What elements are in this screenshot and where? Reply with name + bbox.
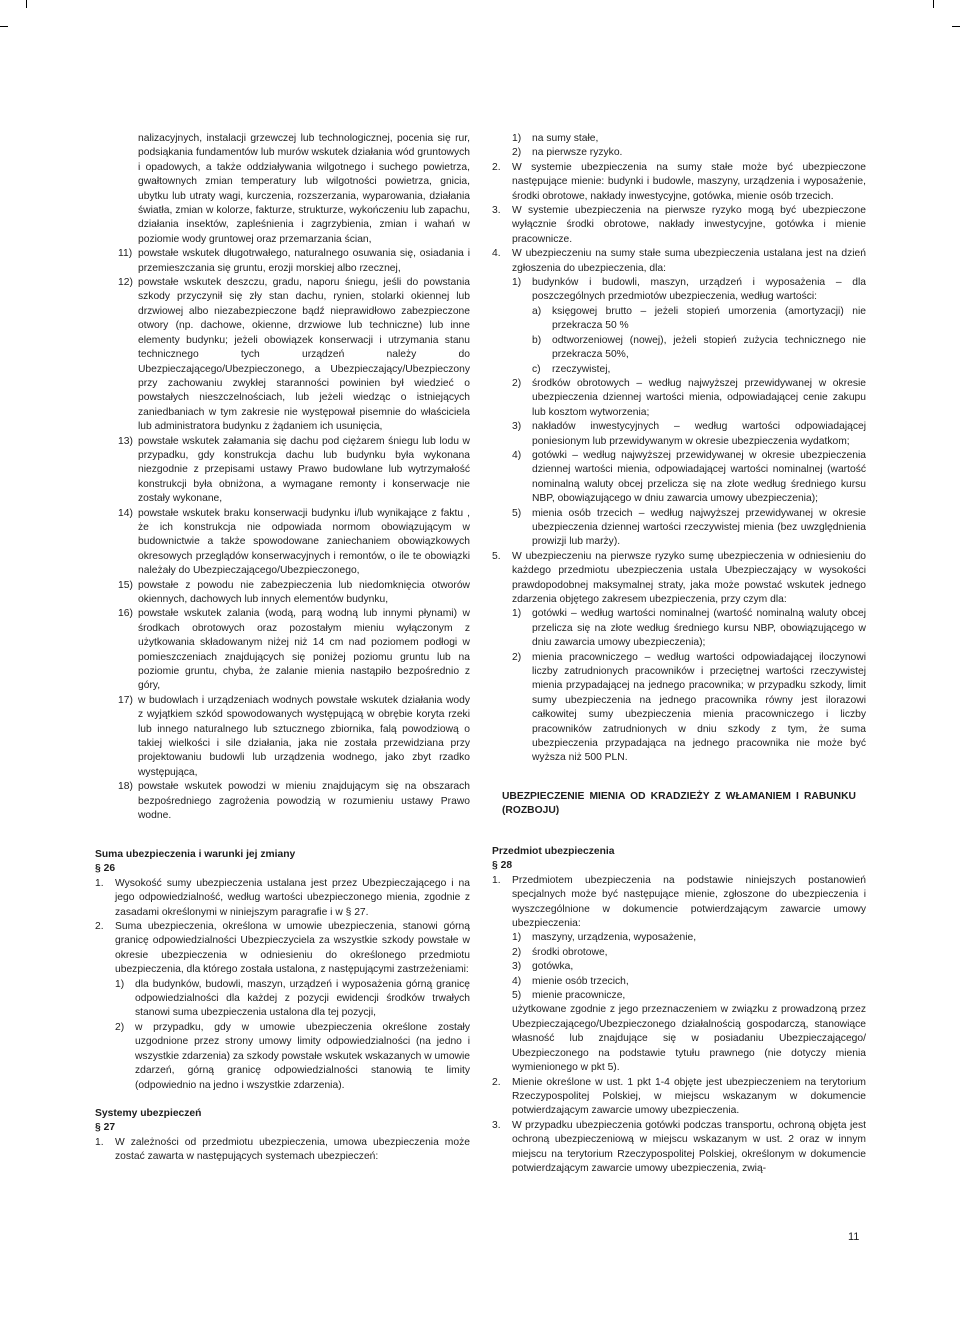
sub-item [492,449,866,507]
right-column [492,132,866,819]
left-column [118,132,470,824]
item-number: 11) [118,248,133,260]
list-item [118,694,470,780]
item-number: 2) [512,147,522,159]
item-text: gotówki – według wartości nominalnej (wartość nominalną waluty obcej przelicza się na złote według średniego kursu NBP, obowiązującego w dniu zawarcia umowy ubezpieczenia); [532,608,866,649]
sub-item [492,989,866,1003]
point-text: W systemie ubezpieczenia na sumy stałe może być ubezpieczone następujące mienie: budynki i budowle, maszyny, urządzenia i wyposażenie, środki obrotowe, nakłady inwestycyjne, gotówka, mienie osób trzecich. [512,161,866,202]
point-number: 3. [492,205,501,217]
item-text: w budowlach i urządzeniach wodnych powstałe wskutek działania wody z wyjątkiem szkód spowodowanych występującą w obrębie koryta rzeki lub innego naturalnego lub sztucznego zbiornika, falą powodziową o takiej wielkości i sile działania, jaka nie została przewidziana przy projektowaniu budowli lub urządzenia wodnego, jako zbyt rzadko występująca, [138,694,470,778]
item-number: 12) [118,277,133,289]
crop-mark-top-right-v [933,0,934,8]
numbered-point [492,161,866,204]
point-text: W przypadku ubezpieczenia gotówki podczas transportu, ochroną objęta jest ochroną ubezpieczeniową w miejscu wskazanym w ust. 2 oraz w innym miejscu na terytorium Rzeczypospolitej Polskiej, określonym w dokumencie potwierdzającym zawarcie umowy ubezpieczenia, zwią- [512,1119,866,1174]
point-number: 1. [492,874,501,886]
item-number: 16) [118,608,133,620]
sub-item [492,420,866,449]
numbered-point [492,1119,866,1177]
list-item [118,435,470,507]
sub-sub-item [492,305,866,334]
section-28 [492,845,866,1176]
paragraph-mark: § 28 [492,860,513,872]
list-item [118,276,470,434]
sub-sub-item [492,334,866,363]
point-number: 2. [95,921,104,933]
numbered-point [492,550,866,608]
sub-item [492,276,866,305]
point-text: W ubezpieczeniu na sumy stałe suma ubezpieczenia ustalana jest na dzień zgłoszenia do ubezpieczenia, dla: [512,248,866,274]
point-text: W ubezpieczeniu na pierwsze ryzyko sumę ubezpieczenia w odniesieniu do każdego przedmiotu ubezpieczenia ustala Ubezpieczający w wysokości prawdopodobnej maksymalnej straty, jaka może powstać wskutek jednego zdarzenia objętego zakresem ubezpieczenia, przy czym dla: [512,550,866,605]
sub-item [492,377,866,420]
numbered-point [492,204,866,247]
point-number: 1. [95,877,104,889]
point-number: 2. [492,1076,501,1088]
sub-item [492,651,866,766]
list-item [118,579,470,608]
item-text: gotówki – według najwyższej przewidywanej w okresie ubezpieczenia dziennej wartości mienia, odpowiadającej wartości nominalnej (wartość nominalną waluty obcej przelicza się na złote według średniego kursu NBP, obowiązującego w dniu zawarcia umowy ubezpieczenia); [532,449,866,505]
item-text: nakładów inwestycyjnych – według wartości odpowiadającej poniesionym lub przewidywanym w okresie ubezpieczenia wydatkom; [532,421,866,447]
item-letter: b) [532,334,542,346]
item-text: na pierwsze ryzyko. [532,147,623,159]
point-number: 1. [95,1136,104,1148]
list-item [118,780,470,823]
sub-item [492,946,866,960]
item-text: środki obrotowe, [532,946,608,958]
numbered-point [492,1076,866,1119]
point-text: Przedmiotem ubezpieczenia na podstawie niniejszych postanowień specjalnych może być następujące mienie, zgłoszone do ubezpieczenia i wyszczególnione w dokumencie potwierdzającym zawarcie umowy ubezpieczenia: [512,874,866,930]
heading-subject: Przedmiot ubezpieczenia [492,846,615,857]
item-number: 13) [118,435,133,447]
item-text: powstałe wskutek długotrwałego, naturalnego osuwania się, osiadania i przemieszczania się gruntu, erozji morskiej albo rzecznej, [138,248,470,274]
system-item [492,132,866,146]
sub-sub-item [492,363,866,377]
item-text: maszyny, urządzenia, wyposażenie, [532,932,697,944]
item-number: 1) [512,608,522,620]
section-26-27 [95,848,470,1165]
sub-item [95,978,470,1021]
item-text: powstałe wskutek deszczu, gradu, naporu śniegu, jeśli do powstania szkody przyczynił się zły stan dachu, rynien, stolarki okiennej lub drzwiowej albo niezabezpieczone bądź nieprawidłowo zabezpieczone otwory (np. dachowe, okienne, drzwiowe lub techniczne) lub inne elementy budynku; jeżeli obowiązek konserwacji i utrzymania stanu technicznego tych urządzeń należy do Ubezpieczającego/Ubezpieczonego, a Ubezpieczający/Ubezpieczony przy zachowaniu zwykłej staranności powinien był wiedzieć o powstałych nieszczelnościach, lub jeżeli wiedząc o istniejących zaniedbaniach w tym zakresie nie występował pisemnie do właściciela lub administratora budynku z żądaniem ich usunięcia, [138,277,470,433]
item-text: powstałe z powodu nie zabezpieczenia lub niedomknięcia otworów okiennych, dachowych lub innych elementów budynku, [138,579,470,605]
paragraph-mark: § 27 [95,1122,116,1134]
point-text: W systemie ubezpieczenia na pierwsze ryzyko mogą być ubezpieczone wyłącznie środki obrotowe, nakłady inwestycyjne, gotówka i mienie pracownicze. [512,205,866,245]
point-text: Suma ubezpieczenia, określona w umowie ubezpieczenia, stanowi górną granicę odpowiedzialności Ubezpieczyciela za wszystkie szkody powstałe w okresie ubezpieczenia w odniesieniu do określonego przedmiotu ubezpieczenia, dla którego została ustalona, z następującymi zastrzeżeniami: [115,921,470,976]
item-text: odtworzeniowej (nowej), jeżeli stopień zużycia technicznego nie przekracza 50%, [552,334,866,361]
item-number: 15) [118,579,133,591]
item-number: 2) [512,651,522,663]
sub-item [492,507,866,550]
item-number: 5) [512,507,522,519]
section-heading: UBEZPIECZENIE MIENIA OD KRADZIEŻY Z WŁAMANIEM I RABUNKU (ROZBOJU) [502,790,856,817]
crop-mark-top-left-v [26,0,27,8]
point-number: 2. [492,161,501,173]
sub-item [492,607,866,650]
item-number: 3) [512,961,522,973]
numbered-point [492,874,866,932]
item-number: 14) [118,507,133,519]
crop-mark-top-right [952,26,960,27]
item-text: budynków i budowli, maszyn, urządzeń i wyposażenia – dla poszczególnych przedmiotów ubezpieczenia, według wartości: [532,277,866,303]
paragraph-mark: § 26 [95,863,116,875]
sub-item [95,1021,470,1093]
item-text: gotówka, [532,961,574,973]
item-text: mienie pracownicze, [532,990,626,1002]
heading-systems: Systemy ubezpieczeń [95,1107,202,1119]
numbered-point [95,1136,470,1165]
item-text: mienie osób trzecich, [532,975,629,987]
item-number: 18) [118,781,133,793]
intro-paragraph: nalizacyjnych, instalacji grzewczej lub technologicznej, pocenia się rur, podsiąkania fundamentów lub murów wskutek działania wód gruntowych i opadowych, a także oddziaływania wilgotnego i suchego powietrza, gwałtownych zmian temperatury lub wilgotności powietrza, gnicia, ubytku lub utraty wagi, kurczenia, rozszerzania, wyparowania, działania światła, zmian w kolorze, fakturze, strukturze, wykończeniu lub zapachu, działania insektów, zapleśnienia i zagrzybienia, zmian i wahań w poziomie wody gruntowej oraz przemarzania ścian, [138,133,470,245]
item-number: 1) [512,932,522,944]
list-item [118,507,470,579]
item-number: 4) [512,449,522,461]
sub-item [492,931,866,945]
item-number: 1) [512,277,522,289]
item-number: 1) [512,133,522,144]
point-number: 4. [492,248,501,260]
numbered-point [492,247,866,276]
sub-item [492,975,866,989]
item-number: 2) [512,946,522,958]
item-text: mienia pracowniczego – według wartości odpowiadającej iloczynowi liczby zatrudnionych pracowników i przeciętnej wartości rzeczywistej mienia przypadającej na jednego pracownika; w przypadku szkody, limit sumy ubezpieczenia na jednego pracownika równy jest ilorazowi całkowitej sumy ubezpieczenia mienia pracowniczego i liczby pracowników zatrudnionych w dniu szkody z tym, że suma ubezpieczenia przypadająca na jednego pracownika nie może być wyższa niż 500 PLN. [532,651,866,764]
item-number: 2) [115,1021,125,1033]
point-number: 3. [492,1119,501,1131]
item-text: rzeczywistej, [552,363,611,375]
item-text: w przypadku, gdy w umowie ubezpieczenia określone zostały uzgodnione przez strony umowy limity odpowiedzialności (na jedno i wszystkie zdarzenia) za szkody powstałe wskutek wskazanych w umowie zdarzeń, górną granicę odpowiedzialności stanowią te limity (odpowiednio na jedno i wszystkie zdarzenia). [135,1021,470,1091]
item-number: 2) [512,377,522,389]
item-text: na sumy stałe, [532,133,599,144]
item-number: 3) [512,421,522,433]
sub-item [492,960,866,974]
item-number: 1) [115,978,125,990]
point-tail-text: użytkowane zgodnie z jego przeznaczeniem w związku z prowadzoną przez Ubezpieczającego/Ubezpieczonego działalnością gospodarczą, stanowiące własność lub znajdujące się w posiadaniu Ubezpieczającego/ Ubezpieczonego na podstawie tytułu prawnego (nie dotyczy mienia wymienionego w pkt 5). [512,1004,866,1074]
item-number: 17) [118,694,133,706]
system-item [492,146,866,160]
item-letter: c) [532,363,541,375]
item-text: księgowej brutto – jeżeli stopień umorzenia (amortyzacji) nie przekracza 50 % [552,305,866,332]
point-number: 5. [492,550,501,562]
point-text: W zależności od przedmiotu ubezpieczenia, umowa ubezpieczenia może zostać zawarta w następujących systemach ubezpieczeń: [115,1136,470,1163]
point-text: Mienie określone w ust. 1 pkt 1-4 objęte jest ubezpieczeniem na terytorium Rzeczypospolitej Polskiej, w miejscu wskazanym w dokumencie potwierdzającym zawarcie umowy ubezpieczenia. [512,1076,866,1117]
list-item [118,247,470,276]
item-text: powstałe wskutek powodzi w mieniu znajdującym się na obszarach bezpośredniego zagrożenia powodzią w rozumieniu ustawy Prawo wodne. [138,781,470,822]
list-item [118,607,470,693]
item-number: 4) [512,975,522,987]
item-text: mienia osób trzecich – według najwyższej przewidywanej w okresie ubezpieczenia dziennej wartości rzeczywistej mienia (bez uwzględnienia prowizji lub marży). [532,507,866,548]
numbered-point [95,877,470,920]
item-number: 5) [512,990,522,1002]
item-text: dla budynków, budowli, maszyn, urządzeń i wyposażenia górną granicę odpowiedzialności dla każdej z pozycji ewidencji środków trwałych stanowi suma ubezpieczenia ustalona dla tej pozycji, [135,978,470,1019]
item-text: powstałe wskutek braku konserwacji budynku i/lub wynikające z faktu , że ich konstrukcja nie odpowiada normom obowiązującym w budownictwie a także spowodowane zaniechaniem obowiązkowych okresowych przeglądów konserwacyjnych i remontów, o ile te obowiązki należały do Ubezpieczającego/Ubezpieczonego, [138,507,470,577]
item-letter: a) [532,305,542,317]
page-number: 11 [848,1231,860,1243]
item-text: powstałe wskutek zalania (wodą, parą wodną lub innymi płynami) w środkach obrotowych oraz pozostałym mieniu wyłączonym z użytkowania składowanym niżej niż 14 cm nad poziomem podłogi w pomieszczeniach znajdujących się poniżej poziomu gruntu lub na poziomie gruntu, chyba, że zalanie mienia nastąpiło bezpośrednio z góry, [138,608,470,692]
item-text: powstałe wskutek załamania się dachu pod ciężarem śniegu lub lodu w przypadku, gdy konstrukcja dachu lub budynku była wykonana niezgodnie z przepisami ustawy Prawo budowlane lub wytrzymałość konstrukcji była obniżona, a wymagane remonty i konserwacje nie zostały wykonane, [138,435,470,505]
crop-mark-top-left [0,26,8,27]
numbered-point [95,920,470,978]
point-text: Wysokość sumy ubezpieczenia ustalana jest przez Ubezpieczającego i na jego odpowiedzialność, według wartości ubezpieczonego mienia, zgodnie z zasadami określonymi w niniejszym paragrafie i w § 27. [115,877,470,918]
heading-sum-insured: Suma ubezpieczenia i warunki jej zmiany [95,849,296,860]
item-text: środków obrotowych – według najwyższej przewidywanej w okresie ubezpieczenia dziennej wartości mienia, odpowiadającej cenie zakupu lub kosztom wytworzenia; [532,377,866,418]
